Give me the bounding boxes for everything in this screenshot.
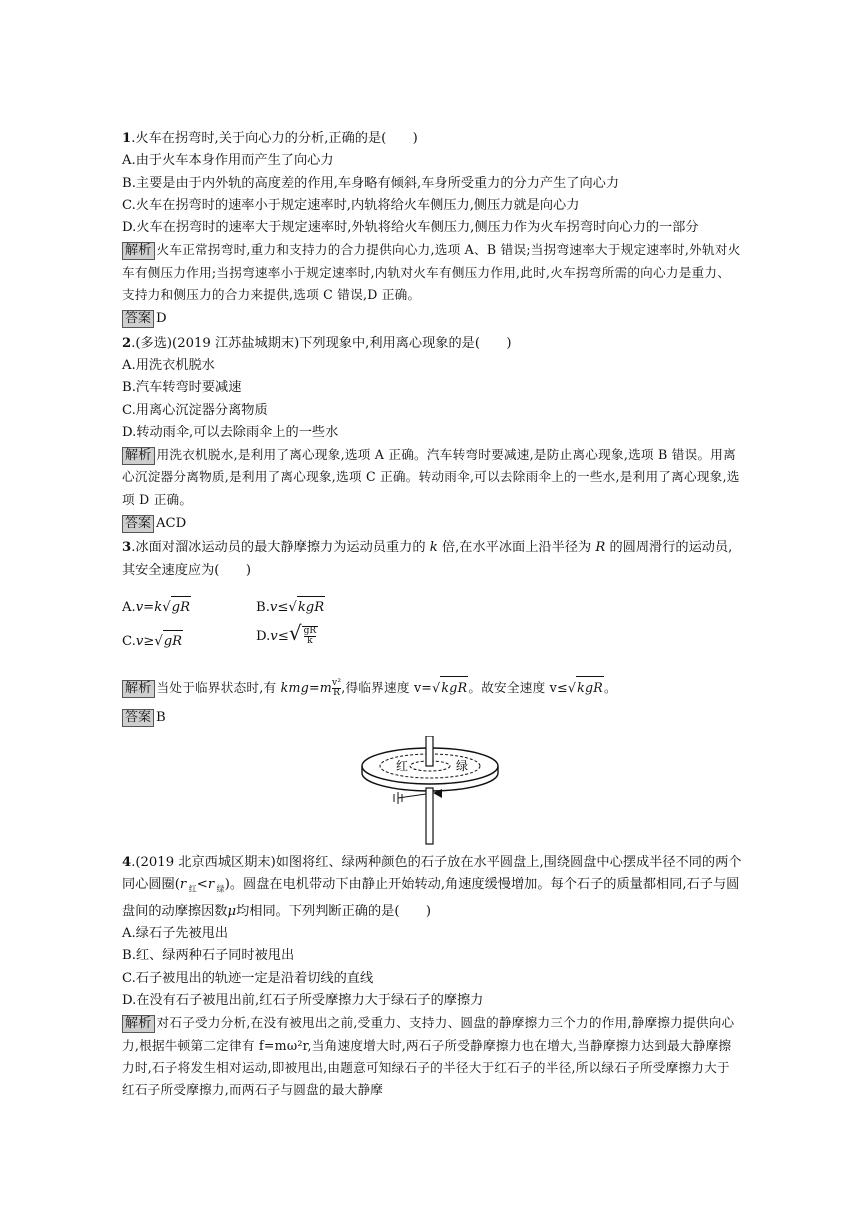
q2-stem <box>122 333 742 355</box>
relation: < <box>196 876 208 892</box>
relation: = <box>143 599 155 615</box>
answer-tag: 答案 <box>122 515 154 533</box>
q3-number: 3 <box>122 540 132 556</box>
fraction <box>302 626 319 646</box>
q2-explanation <box>122 444 742 511</box>
radicand: gR <box>171 596 191 619</box>
q3-explanation <box>122 676 742 699</box>
var-v: v <box>135 633 144 649</box>
option-prefix: D. <box>256 628 271 644</box>
radicand: kgR <box>440 676 468 699</box>
option-prefix: A. <box>122 599 136 615</box>
sqrt-sign: √ <box>288 599 297 615</box>
answer-tag: 答案 <box>122 709 154 727</box>
q1-option-c: C.火车在拐弯时的速率小于规定速率时,内轨将给火车侧压力,侧压力就是向心力 <box>122 197 580 213</box>
green-label: 绿 <box>456 758 469 773</box>
equation: kmg=m <box>280 679 333 695</box>
q2-option-c: C.用离心沉淀器分离物质 <box>122 402 268 418</box>
q1-stem <box>122 128 742 150</box>
q1-explanation-text: 火车正常拐弯时,重力和支持力的合力提供向心力,选项 A、B 错误;当拐弯速率大于规定速率时,外轨对火车有侧压力作用;当拐弯速率小于规定速率时,内轨对火车有侧压力作用,此时,火车拐弯所需的向心力是重力、支持力和侧压力的合力来提供,选项 C 错误,D 正确。 <box>122 242 741 303</box>
radicand: gR <box>163 630 183 653</box>
q3-option-b <box>256 596 325 619</box>
explanation-tag: 解析 <box>122 680 155 698</box>
q1-explanation <box>122 239 742 306</box>
sqrt-sign: √ <box>288 620 302 645</box>
q3-stem-var-r: R <box>595 540 606 556</box>
explanation-tag: 解析 <box>122 242 155 260</box>
q4-option-d: D.在没有石子被甩出前,红石子所受摩擦力大于绿石子的摩擦力 <box>122 992 484 1008</box>
q4-stem <box>122 852 742 924</box>
document-page <box>122 128 742 1101</box>
q3-options <box>122 592 742 672</box>
axle-bottom <box>426 788 433 844</box>
fraction-numerator: gR <box>303 626 317 637</box>
option-prefix: C. <box>122 633 136 649</box>
radicand: kgR <box>576 676 604 699</box>
answer-tag: 答案 <box>122 310 154 328</box>
fraction-denominator: k <box>307 636 313 647</box>
q3-option-d <box>256 622 318 648</box>
q1-option-d: D.火车在拐弯时的速率大于规定速率时,外轨将给火车侧压力,侧压力作为火车拐弯时向心力的一部分 <box>122 220 699 236</box>
var-v: v <box>270 628 278 644</box>
q2-option-b: B.汽车转弯时要减速 <box>122 380 242 396</box>
q3-explanation-text: 。 <box>604 679 617 695</box>
var-v: v <box>269 599 278 615</box>
disc-figure <box>122 736 742 848</box>
q3-explanation-text: 。故安全速度 v≤ <box>468 679 568 695</box>
q4-option-b: B.红、绿两种石子同时被甩出 <box>122 948 295 964</box>
var-v: v <box>135 599 144 615</box>
q1-answer-value: D <box>156 311 167 327</box>
q2-stem-text: .(多选)(2019 江苏盐城期末)下列现象中,利用离心现象的是( ) <box>131 335 512 351</box>
q3-option-c <box>122 630 183 653</box>
q4-stem-text: .(2019 北京西城区期末)如图将红、绿两种颜色的石子放在水平圆盘上,围绕圆盘中心摆成半径不同的两个同心圆圈( <box>122 854 742 892</box>
var-r: r <box>207 876 215 892</box>
sqrt-sign: √ <box>154 633 163 649</box>
rotating-disc-diagram <box>358 736 508 846</box>
q3-explanation-text: 当处于临界状态时,有 <box>156 679 281 695</box>
q4-number: 4 <box>122 854 132 870</box>
q2-explanation-text: 用洗衣机脱水,是利用了离心现象,选项 A 正确。汽车转弯时要减速,是防止离心现象,选项 B 错误。用离心沉淀器分离物质,是利用了离心现象,选项 C 正确。转动雨伞,可以去除雨伞上的一些水,是利用了离心现象,选项 D 正确。 <box>122 447 740 507</box>
q1-number: 1 <box>122 131 132 146</box>
subscript: 绿 <box>214 884 225 894</box>
q2-answer-value: ACD <box>156 516 187 532</box>
q4-option-a: A.绿石子先被甩出 <box>122 926 229 942</box>
var-r: r <box>179 876 187 892</box>
q4-stem-text: )。圆盘在电机带动下由静止开始转动,角速度缓慢增加。每个石子的质量都相同,石子与圆盘间的动摩擦因数 <box>122 876 740 919</box>
relation: ≥ <box>143 633 155 649</box>
q3-stem-part: .冰面对溜冰运动员的最大静摩擦力为运动员重力的 <box>131 540 430 556</box>
q4-stem-text: 均相同。下列判断正确的是( ) <box>236 903 431 919</box>
relation: ≤ <box>277 599 289 615</box>
q3-answer <box>122 707 742 729</box>
fraction-denominator: R <box>333 687 341 698</box>
q3-stem-part: 的圆周滑行的运动员,其安全速度应为( ) <box>122 540 733 578</box>
fraction <box>332 679 341 698</box>
var-k: k <box>154 599 163 615</box>
q3-explanation-text: ,得临界速度 v= <box>341 679 433 695</box>
sqrt-sign: √ <box>432 679 441 695</box>
q3-stem-var-k: k <box>429 540 438 556</box>
q1-answer <box>122 308 742 330</box>
fraction-numerator: v² <box>332 677 342 688</box>
q2-number: 2 <box>122 335 132 351</box>
subscript: 红 <box>186 884 197 894</box>
q4-explanation-text: 对石子受力分析,在没有被甩出之前,受重力、支持力、圆盘的静摩擦力三个力的作用,静摩擦力提供向心力,根据牛顿第二定律有 f=mω²r,当角速度增大时,两石子所受静摩擦力也在增大,当静摩擦力达到最大静摩擦力时,石子将发生相对运动,即被甩出,由题意可知绿石子的半径大于红石子的半径,所以绿石子所受摩擦力大于红石子所受摩擦力,而两石子与圆盘的最大静摩 <box>122 1015 735 1098</box>
q3-option-a <box>122 596 191 619</box>
q3-stem-part: 倍,在水平冰面上沿半径为 <box>437 540 596 556</box>
q2-answer <box>122 513 742 535</box>
explanation-tag: 解析 <box>122 1015 155 1033</box>
sqrt-sign: √ <box>162 599 171 615</box>
q2-option-d: D.转动雨伞,可以去除雨伞上的一些水 <box>122 424 339 440</box>
option-prefix: B. <box>256 599 270 615</box>
explanation-tag: 解析 <box>122 447 155 465</box>
q4-explanation <box>122 1012 742 1101</box>
q3-answer-value: B <box>156 710 166 726</box>
axle-top <box>426 736 433 766</box>
q3-stem <box>122 537 742 582</box>
var-mu: μ <box>227 903 237 919</box>
radicand: kgR <box>297 596 325 619</box>
q1-stem-text: .火车在拐弯时,关于向心力的分析,正确的是( ) <box>131 131 418 146</box>
q1-option-a: A.由于火车本身作用而产生了向心力 <box>122 153 334 169</box>
sqrt-sign: √ <box>567 679 577 695</box>
q2-option-a: A.用洗衣机脱水 <box>122 357 215 373</box>
q4-option-c: C.石子被甩出的轨迹一定是沿着切线的直线 <box>122 970 374 986</box>
relation: ≤ <box>277 628 289 644</box>
q1-option-b: B.主要是由于内外轨的高度差的作用,车身略有倾斜,车身所受重力的分力产生了向心力 <box>122 175 620 191</box>
red-label: 红 <box>396 758 409 773</box>
